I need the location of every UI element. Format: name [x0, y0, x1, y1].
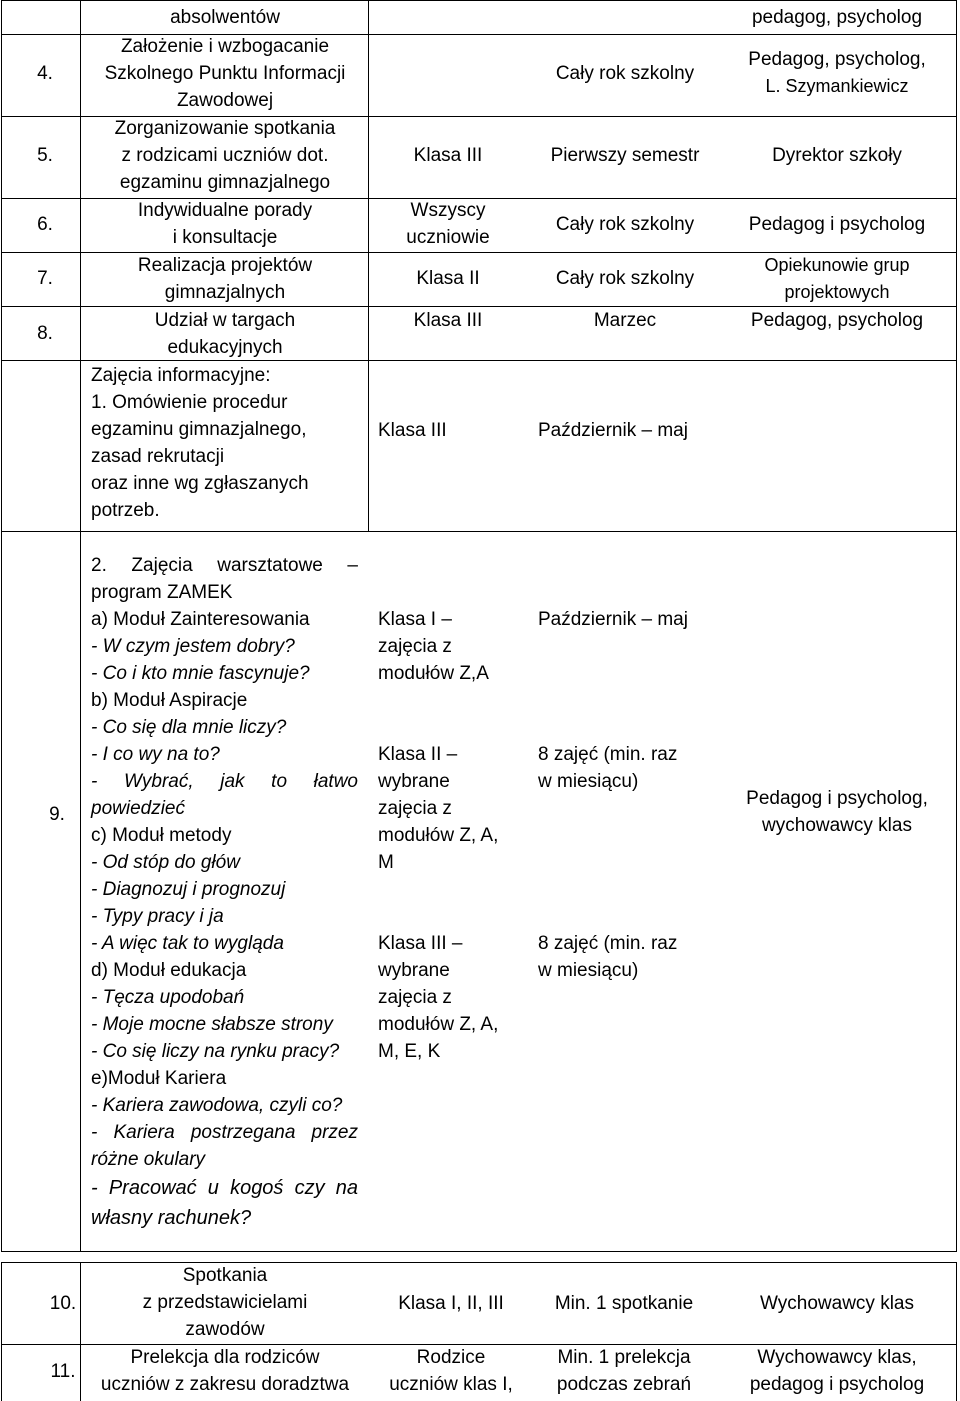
- who-cell: Klasa I, II, III: [398, 1293, 504, 1314]
- action-cell: [82, 1262, 368, 1343]
- responsible-line: Pedagog, psycholog,: [748, 49, 926, 70]
- when-cell: [538, 606, 718, 633]
- who-line: zajęcia z: [378, 987, 452, 1008]
- who-line: modułów Z,A: [378, 663, 489, 684]
- when-cell: Cały rok szkolny: [555, 63, 695, 84]
- action-line: zasad rekrutacji: [91, 446, 225, 467]
- table-border: [956, 532, 957, 1252]
- table-border: [80, 1262, 81, 1401]
- action-line: różne okulary: [91, 1149, 206, 1170]
- action-line: e)Moduł Kariera: [91, 1068, 227, 1089]
- action-line: program ZAMEK: [91, 582, 233, 603]
- who-cell: Klasa III: [413, 145, 483, 166]
- action-cell: [82, 115, 368, 196]
- action-line: - Co się dla mnie liczy?: [91, 717, 287, 738]
- action-line: powiedzieć: [91, 798, 185, 819]
- action-line: - Od stóp do głów: [91, 852, 240, 873]
- action-cell: [82, 33, 368, 114]
- responsible-cell: [718, 211, 956, 238]
- table-border: [1, 532, 2, 1252]
- action-line: Udział w targach: [154, 310, 296, 331]
- responsible-line: pedagog, psycholog: [751, 7, 923, 28]
- action-line: Szkolnego Punktu Informacji: [104, 63, 346, 84]
- table-border: [1, 1262, 2, 1401]
- responsible-line: Wychowawcy klas: [760, 1293, 914, 1314]
- responsible-line: Pedagog i psycholog,: [746, 788, 928, 809]
- row-number: 6.: [37, 214, 53, 235]
- responsible-line: Pedagog, psycholog: [750, 310, 924, 331]
- action-line: gimnazjalnych: [164, 282, 286, 303]
- row-number: 7.: [37, 268, 53, 289]
- table-border: [956, 0, 957, 532]
- action-line: egzaminu gimnazjalnego: [119, 172, 331, 193]
- who-line: wybrane: [378, 960, 450, 981]
- action-line: Zajęcia informacyjne:: [91, 365, 271, 386]
- action-line: oraz inne wg zgłaszanych: [91, 473, 309, 494]
- responsible-cell: [718, 4, 956, 31]
- who-cell: [378, 606, 528, 687]
- action-line: Realizacja projektów: [137, 255, 313, 276]
- who-line: M: [378, 852, 394, 873]
- who-cell: Klasa II: [416, 268, 480, 289]
- action-line: - Pracować u kogoś czy na: [91, 1177, 358, 1199]
- when-line: 8 zajęć (min. raz: [538, 744, 678, 765]
- when-line: Październik – maj: [538, 609, 688, 630]
- who-line: Rodzice: [416, 1347, 486, 1368]
- action-line: Zawodowej: [176, 90, 274, 111]
- who-line: zajęcia z: [378, 798, 452, 819]
- who-line: uczniów klas I,: [389, 1374, 513, 1395]
- action-line: 1. Omówienie procedur: [91, 392, 288, 413]
- action-line: z przedstawicielami: [142, 1292, 308, 1313]
- action-line: własny rachunek?: [91, 1207, 252, 1229]
- action-line: a) Moduł Zainteresowania: [91, 609, 310, 630]
- who-cell: [368, 197, 528, 251]
- when-cell: Cały rok szkolny: [555, 214, 695, 235]
- who-cell: [368, 1344, 534, 1398]
- when-line: podczas zebrań: [556, 1374, 692, 1395]
- action-cell: [82, 197, 368, 251]
- action-line: - Diagnozuj i prognozuj: [91, 879, 286, 900]
- row-number: 10.: [49, 1293, 77, 1314]
- who-cell: Klasa III: [378, 420, 447, 441]
- action-line: Zorganizowanie spotkania: [114, 118, 336, 139]
- who-cell: Klasa III: [413, 310, 483, 331]
- who-cell: [378, 741, 528, 876]
- responsible-cell: [718, 1344, 956, 1398]
- action-line: Indywidualne porady: [137, 200, 313, 221]
- when-line: w miesiącu): [538, 960, 639, 981]
- responsible-line: Pedagog i psycholog: [748, 214, 926, 235]
- responsible-line: Wychowawcy klas,: [757, 1347, 917, 1368]
- when-cell: Pierwszy semestr: [550, 145, 700, 166]
- responsible-line: L. Szymankiewicz: [765, 76, 909, 96]
- table-border: [1, 0, 957, 1]
- who-line: M, E, K: [378, 1041, 441, 1062]
- responsible-cell: [718, 252, 956, 306]
- action-line: - Co się liczy na rynku pracy?: [91, 1041, 340, 1062]
- row-number: 5.: [37, 145, 53, 166]
- who-line: Klasa I –: [378, 609, 452, 630]
- action-cell: [82, 307, 368, 361]
- when-cell: Min. 1 spotkanie: [554, 1293, 694, 1314]
- who-cell: [378, 930, 528, 1065]
- action-line: - Co i kto mnie fascynuje?: [91, 663, 310, 684]
- row-number: 4.: [37, 63, 53, 84]
- responsible-line: pedagog i psycholog: [749, 1374, 925, 1395]
- when-cell: [526, 1344, 722, 1398]
- action-line: c) Moduł metody: [91, 825, 232, 846]
- action-line: z rodzicami uczniów dot.: [121, 145, 329, 166]
- when-line: 8 zajęć (min. raz: [538, 933, 678, 954]
- action-line: b) Moduł Aspiracje: [91, 690, 248, 711]
- responsible-cell: [718, 46, 956, 100]
- responsible-cell: [718, 307, 956, 334]
- responsible-cell: [718, 142, 956, 169]
- action-line: - Wybrać, jak to łatwo: [91, 771, 358, 792]
- action-line: edukacyjnych: [167, 337, 283, 358]
- action-line: - Moje mocne słabsze strony: [91, 1014, 333, 1035]
- table-border: [1, 1251, 957, 1252]
- action-line: absolwentów: [170, 7, 280, 28]
- action-line: uczniów z zakresu doradztwa: [100, 1374, 350, 1395]
- action-line: - Kariera postrzegana przez: [91, 1122, 358, 1143]
- table-border: [1, 531, 957, 532]
- when-cell: Październik – maj: [538, 420, 688, 441]
- when-cell: [538, 741, 718, 795]
- responsible-line: Opiekunowie grup: [764, 255, 910, 275]
- who-line: Wszyscy: [410, 200, 486, 221]
- action-line: Spotkania: [182, 1265, 268, 1286]
- responsible-line: Dyrektor szkoły: [772, 145, 902, 166]
- who-line: zajęcia z: [378, 636, 452, 657]
- row-number: 11.: [50, 1361, 76, 1382]
- who-line: wybrane: [378, 771, 450, 792]
- action-line: 2. Zajęcia warsztatowe –: [91, 555, 358, 576]
- action-cell: [91, 362, 361, 524]
- action-line: - Kariera zawodowa, czyli co?: [91, 1095, 343, 1116]
- table-border: [956, 1262, 957, 1401]
- table-border: [80, 532, 81, 1252]
- who-line: modułów Z, A,: [378, 825, 499, 846]
- when-cell: Marzec: [593, 310, 657, 331]
- action-line: - Tęcza upodobań: [91, 987, 245, 1008]
- action-line: - A więc tak to wygląda: [91, 933, 284, 954]
- row-number: 9.: [49, 804, 65, 825]
- action-line: potrzeb.: [91, 500, 160, 521]
- action-line: - W czym jestem dobry?: [91, 636, 295, 657]
- who-line: modułów Z, A,: [378, 1014, 499, 1035]
- action-cell: [82, 252, 368, 306]
- responsible-line: projektowych: [784, 282, 890, 302]
- action-cell: [91, 552, 358, 1233]
- table-border: [80, 0, 81, 532]
- when-cell: Cały rok szkolny: [555, 268, 695, 289]
- who-line: Klasa II –: [378, 744, 458, 765]
- action-line: i konsultacje: [172, 227, 278, 248]
- when-line: w miesiącu): [538, 771, 639, 792]
- when-cell: [538, 930, 718, 984]
- responsible-line: wychowawcy klas: [762, 815, 912, 836]
- table-border: [1, 0, 2, 532]
- action-line: d) Moduł edukacja: [91, 960, 247, 981]
- action-line: - I co wy na to?: [91, 744, 220, 765]
- responsible-cell: [718, 785, 956, 839]
- action-line: egzaminu gimnazjalnego,: [91, 419, 307, 440]
- action-cell: [82, 1344, 368, 1398]
- when-line: Min. 1 prelekcja: [557, 1347, 691, 1368]
- row-number: 8.: [37, 323, 53, 344]
- action-cell: [82, 4, 368, 31]
- action-line: zawodów: [185, 1319, 265, 1340]
- action-line: - Typy pracy i ja: [91, 906, 224, 927]
- action-line: Prelekcja dla rodziców: [130, 1347, 320, 1368]
- who-line: uczniowie: [406, 227, 490, 248]
- action-line: Założenie i wzbogacanie: [120, 36, 330, 57]
- who-line: Klasa III –: [378, 933, 463, 954]
- responsible-cell: [718, 1290, 956, 1317]
